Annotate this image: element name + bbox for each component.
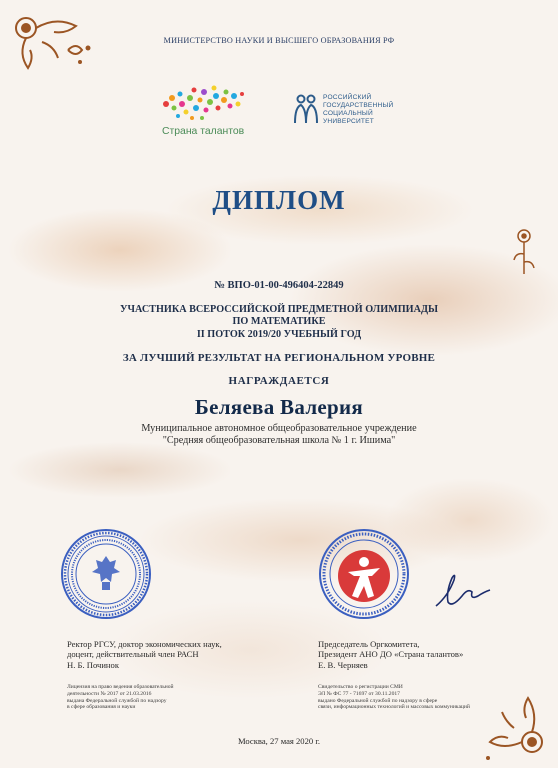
chairman-signature-block [318,639,463,670]
registration-line: связи, информационных технологий и массовых коммуникаций [318,704,470,711]
school-line: "Средняя общеобразовательная школа № 1 г. Ишима" [162,435,396,447]
chairman-position: Президент АНО ДО «Страна талантов» [318,649,464,660]
rgsu-logo-text [323,94,393,126]
strana-talantov-logo-icon [158,80,250,126]
university-stamp-icon [60,528,152,620]
registration-line: выдано Федеральной службой по надзору в сфере [318,697,438,704]
rgsu-line: УНИВЕРСИТЕТ [323,118,374,125]
prize-text: ЗА ЛУЧШИЙ РЕЗУЛЬТАТ НА РЕГИОНАЛЬНОМ УРОВНЕ [122,352,436,364]
registration-line: Свидетельство о регистрации СМИ [318,684,403,690]
recipient-name: Беляева Валерия [194,395,364,419]
awarded-text: НАГРАЖДАЕТСЯ [228,375,330,387]
strana-talantov-logo-text: Страна талантов [162,126,245,137]
rgsu-line: РОССИЙСКИЙ [323,94,372,101]
place-and-date: Москва, 27 мая 2020 г. [237,736,321,746]
olympiad-line: УЧАСТНИКА ВСЕРОССИЙСКОЙ ПРЕДМЕТНОЙ ОЛИМПИАДЫ [120,304,438,315]
license-line: деятельности № 2017 от 21.03.2016 [67,690,152,697]
rector-signature-block [67,639,222,670]
media-registration-info [318,684,470,711]
olympiad-subject: ПО МАТЕМАТИКЕ [232,316,326,328]
rector-title: Ректор РГСУ, доктор экономических наук, [67,639,222,649]
license-line: Лицензия на право ведения образовательной [67,684,174,690]
rgsu-logo-icon [292,93,320,127]
school-line: Муниципальное автономное общеобразовательное учреждение [141,423,417,434]
license-line: выдана Федеральной службой по надзору [67,697,167,704]
diploma-title: ДИПЛОМ [212,185,346,215]
corner-ornament-bottom-right [480,688,552,764]
license-info [67,684,174,711]
rector-rank: доцент, действительный член РАСН [67,649,199,660]
registration-line: ЭЛ № ФС 77 - 71697 от 30.11.2017 [318,690,400,697]
license-line: в сфере образования и науки [67,704,136,711]
chairman-title: Председатель Оргкомитета, [318,639,420,649]
ministry-header: МИНИСТЕРСТВО НАУКИ И ВЫСШЕГО ОБРАЗОВАНИЯ РФ [163,36,395,45]
rgsu-line: СОЦИАЛЬНЫЙ [323,110,373,117]
signature-icon [432,566,492,612]
olympiad-stream: II ПОТОК 2019/20 УЧЕБНЫЙ ГОД [196,328,362,340]
rector-name: Н. Б. Починок [67,659,120,670]
organizer-stamp-icon [318,528,410,620]
rgsu-line: ГОСУДАРСТВЕННЫЙ [323,102,394,109]
olympiad-description [0,304,558,341]
diploma-number: № ВПО-01-00-496404-22849 [214,280,344,291]
side-ornament-right [510,224,540,284]
school-name [0,423,558,448]
chairman-name: Е. В. Черняев [318,659,368,670]
